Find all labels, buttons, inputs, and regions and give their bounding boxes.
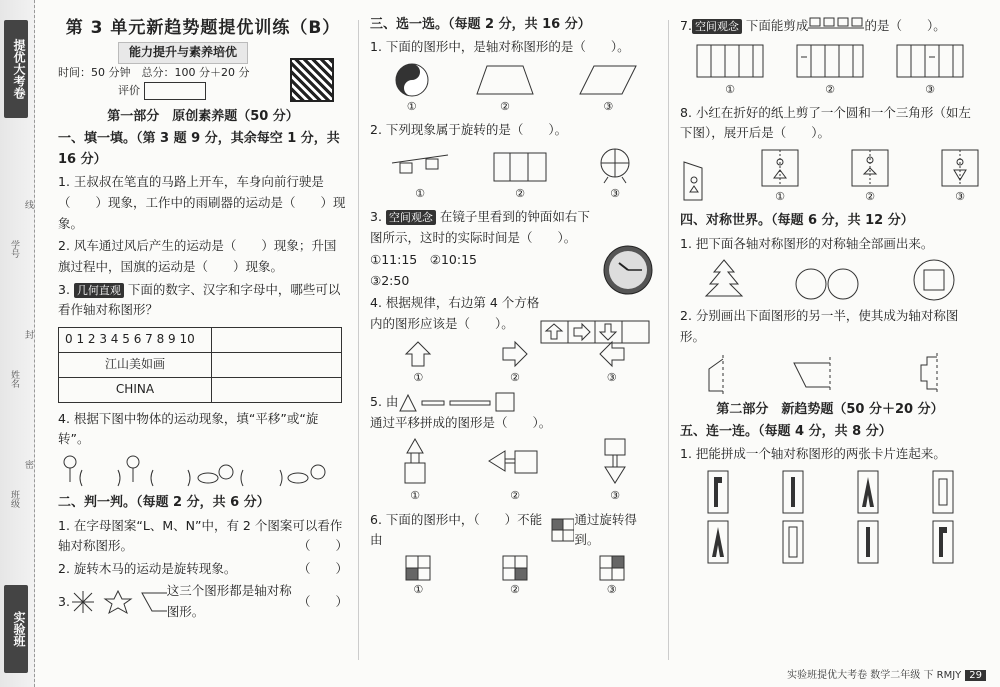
field-student-number: 学号 xyxy=(9,240,19,258)
s2-q3: 3. 这三个图形都是轴对称图形。 （ ） xyxy=(58,583,348,619)
s3-q5: 5. 由 通过平移拼成的图形是（ ）。 xyxy=(370,393,552,430)
tag-spatial: 空间观念 xyxy=(386,210,436,225)
s4-q2-figures xyxy=(680,351,980,395)
s4-q2: 2. 分别画出下面图形的另一半，使其成为轴对称图形。 xyxy=(680,308,959,344)
eval-box[interactable] xyxy=(144,82,206,100)
three-shapes-figure xyxy=(70,589,167,615)
column-left xyxy=(58,14,348,625)
table-row-digits: 0 1 2 3 4 5 6 7 8 9 10 xyxy=(59,327,212,352)
field-class: 班级 xyxy=(9,490,19,508)
card[interactable] xyxy=(931,519,955,565)
s3-q8: 8. 小红在折好的纸上剪了一个圆和一个三角形（如左下图），展开后是（ ）。 xyxy=(680,104,971,141)
column-middle xyxy=(370,14,660,603)
card[interactable] xyxy=(931,469,955,515)
judge-answer[interactable]: （ ） xyxy=(297,560,348,576)
s1-q2: 2. 风车通过风后产生的运动是（ ）现象；升国旗过程中，国旗的运动是（ ）现象。 xyxy=(58,238,337,274)
s3-q4-options: ① ② ③ xyxy=(370,339,660,387)
binding-mark-secret: 密 xyxy=(23,460,33,469)
column-right xyxy=(680,14,980,569)
binding-mark-line: 线 xyxy=(23,200,33,209)
folded-paper-figure xyxy=(680,156,710,206)
part1-title: 第一部分 原创素养题（50 分） xyxy=(107,109,299,125)
section3-title: 三、选一选。（每题 2 分，共 16 分） xyxy=(370,17,591,32)
s3-q7: 7. 空间观念 下面能剪成 的是（ ）。 xyxy=(680,18,946,33)
answer-cell[interactable] xyxy=(212,352,342,377)
pattern-grid-figure xyxy=(540,320,650,344)
s3-q4: 4. 根据规律，右边第 4 个方格内的图形应该是（ ）。 xyxy=(370,295,540,332)
tag-spatial: 空间观念 xyxy=(692,19,742,34)
symmetry-table xyxy=(58,327,342,403)
s3-q2: 2. 下列现象属于旋转的是（ ）。 xyxy=(370,122,568,138)
section1-title: 一、填一填。（第 3 题 9 分，其余每空 1 分，共 16 分） xyxy=(58,130,340,167)
tag-geometry: 几何直观 xyxy=(74,283,124,298)
s3-q1: 1. 下面的图形中，是轴对称图形的是（ ）。 xyxy=(370,39,630,55)
part2-title: 第二部分 新趋势题（50 分＋20 分） xyxy=(716,402,944,418)
answer-cell[interactable] xyxy=(212,377,342,402)
field-name: 姓名 xyxy=(9,370,19,388)
s3-q1-options: ① ② ③ xyxy=(370,62,660,116)
s3-q3-options: ①11:15 ②10:15 ③2:50 xyxy=(370,252,477,288)
answer-cell[interactable] xyxy=(212,327,342,352)
s4-q1-figures xyxy=(680,258,980,302)
subtitle: 能力提升与素养培优 xyxy=(118,42,248,64)
judge-answer[interactable]: （ ） xyxy=(297,538,348,554)
s1-q3: 3. 几何直观 下面的数字、汉字和字母中，哪些可以看作轴对称图形？ xyxy=(58,281,341,318)
page-footer: 实验班提优大考卷 数学二年级 下 RMJY 29 xyxy=(787,666,986,681)
section2-title: 二、判一判。（每题 2 分，共 6 分） xyxy=(58,495,270,511)
s5-cards-bottom xyxy=(680,519,980,565)
brand-tag-bottom: 实验班 xyxy=(4,585,28,673)
card[interactable] xyxy=(706,469,730,515)
card[interactable] xyxy=(706,519,730,565)
qr-code xyxy=(290,58,334,102)
s5-q1: 1. 把能拼成一个轴对称图形的两张卡片连起来。 xyxy=(680,446,946,462)
s4-q1: 1. 把下面各轴对称图形的对称轴全部画出来。 xyxy=(680,235,934,251)
column-divider xyxy=(358,20,359,660)
mirror-clock-figure xyxy=(602,244,654,296)
column-divider xyxy=(668,20,669,660)
s1-q1: 1. 王叔叔在笔直的马路上开车，车身向前行驶是（ ）现象，工作中的雨刷器的运动是（ ）现象。 xyxy=(58,174,346,231)
s1-q4: 4. 根据下图中物体的运动现象，填“平移”或“旋转”。 xyxy=(58,410,319,447)
binding-sidebar xyxy=(0,0,35,687)
s3-q3: 3. 空间观念 在镜子里看到的钟面如右下图所示，这时的实际时间是（ ）。 xyxy=(370,208,590,245)
table-row-letters: CHINA xyxy=(59,377,212,402)
s2-q1: 1. 在字母图案“L、M、N”中，有 2 个图案可以看作轴对称图形。 （ ） xyxy=(58,516,348,557)
page-number: 29 xyxy=(965,670,986,681)
binding-mark-seal: 封 xyxy=(23,330,33,339)
s3-q8-options: ① ② ③ xyxy=(680,148,980,206)
time-score: 时间：50 分钟 总分：100 分＋20 分 xyxy=(58,65,250,79)
brand-tag-top: 提优大考卷 xyxy=(4,20,28,118)
s3-q5-options: ① ② ③ xyxy=(370,437,660,505)
card[interactable] xyxy=(856,469,880,515)
section5-title: 五、连一连。（每题 4 分，共 8 分） xyxy=(680,423,892,439)
s3-q6: 6. 下面的图形中，（ ）不能由 通过旋转得到。 xyxy=(370,511,637,548)
page-title: 第 3 单元新趋势题提优训练（B） xyxy=(65,18,341,38)
s3-q6-options: ① ② ③ xyxy=(370,555,660,599)
eval-label: 评价 xyxy=(118,83,140,97)
s3-q2-options: ① ② ③ xyxy=(370,145,660,203)
s5-cards-top xyxy=(680,469,980,515)
s2-q2: 2. 旋转木马的运动是旋转现象。 （ ） xyxy=(58,559,348,580)
card[interactable] xyxy=(781,519,805,565)
card[interactable] xyxy=(781,469,805,515)
card[interactable] xyxy=(856,519,880,565)
s3-q7-options: ① ② ③ xyxy=(680,41,980,99)
section4-title: 四、对称世界。（每题 6 分，共 12 分） xyxy=(680,213,914,229)
judge-answer[interactable]: （ ） xyxy=(297,593,348,609)
table-row-hanzi: 江山美如画 xyxy=(59,352,212,377)
flower-motion-figure xyxy=(58,452,342,492)
